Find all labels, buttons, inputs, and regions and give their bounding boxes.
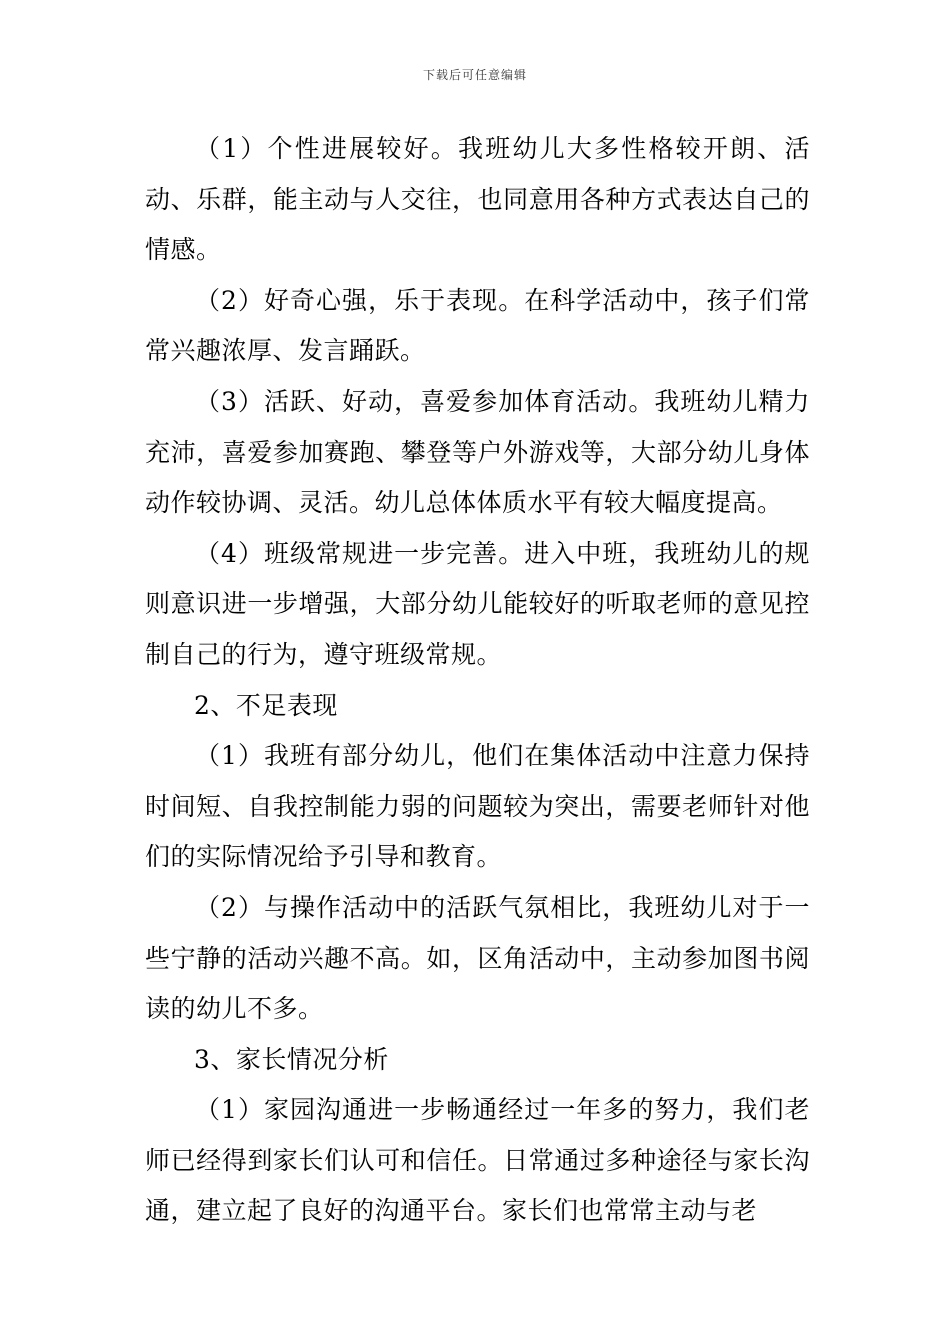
page-header: 下载后可任意编辑	[422, 68, 527, 82]
paragraph-strength-2: （2）好奇心强，乐于表现。在科学活动中，孩子们常常兴趣浓厚、发言踊跃。	[145, 285, 810, 366]
paragraph-strength-1: （1）个性进展较好。我班幼儿大多性格较开朗、活动、乐群，能主动与人交往，也同意用各种方式表达自己的情感。	[145, 134, 810, 265]
paragraph-shortcoming-1: （1）我班有部分幼儿，他们在集体活动中注意力保持时间短、自我控制能力弱的问题较为突出，需要老师针对他们的实际情况给予引导和教育。	[145, 741, 810, 872]
document-body	[145, 124, 810, 1237]
section-heading-parents: 3、家长情况分析	[194, 1044, 389, 1074]
paragraph-shortcoming-2: （2）与操作活动中的活跃气氛相比，我班幼儿对于一些宁静的活动兴趣不高。如，区角活动中，主动参加图书阅读的幼儿不多。	[145, 892, 810, 1024]
section-heading-shortcomings: 2、不足表现	[194, 690, 338, 720]
paragraph-parents-1: （1）家园沟通进一步畅通经过一年多的努力，我们老师已经得到家长们认可和信任。日常通过多种途径与家长沟通，建立起了良好的沟通平台。家长们也常常主动与老	[145, 1095, 810, 1226]
paragraph-strength-4: （4）班级常规进一步完善。进入中班，我班幼儿的规则意识进一步增强，大部分幼儿能较好的听取老师的意见控制自己的行为，遵守班级常规。	[145, 538, 810, 669]
paragraph-strength-3: （3）活跃、好动，喜爱参加体育活动。我班幼儿精力充沛，喜爱参加赛跑、攀登等户外游戏等，大部分幼儿身体动作较协调、灵活。幼儿总体体质水平有较大幅度提高。	[145, 386, 810, 518]
